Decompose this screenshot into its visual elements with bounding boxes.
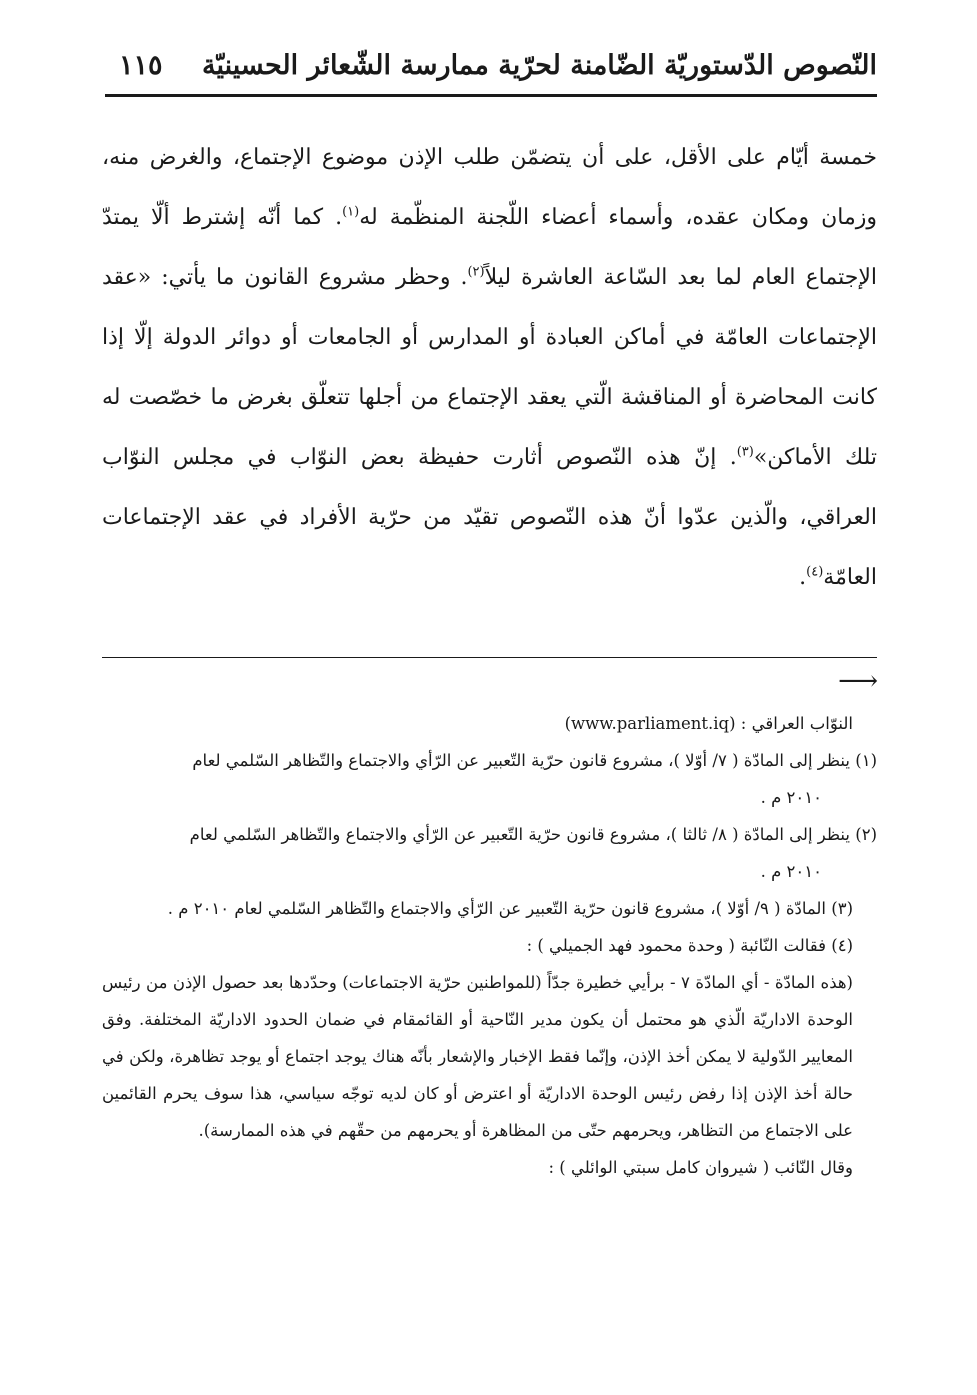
footnotes-section (102, 705, 877, 1186)
main-text (102, 128, 877, 608)
body-paragraph (102, 128, 877, 608)
body-text-segment: . (799, 565, 807, 590)
page-header (105, 44, 877, 97)
footnote-3: (٣) المادّة ( ٩/ أوّلا )، مشروع قانون حرّية التّعبير عن الرّأي والاجتماع والتّظاهر السّلمي لعام ٢٠١٠ م . (167, 899, 853, 918)
footnote-ref-1[interactable]: (١) (342, 204, 360, 220)
body-text-segment: . وحظر مشروع القانون ما يأتي: «عقد الإجتماعات العامّة في أماكن العبادة أو المدارس أو الجامعات أو دوائر الدولة إلّا إذا كانت المحاضرة أو المناقشة الّتي يعقد الإجتماع من أجلها تتعلّق بغرض ما خصّصت له تلك الأماكن» (102, 265, 877, 470)
footnote-2-cont: ٢٠١٠ م . (760, 862, 822, 881)
footnote-4-quote: (هذه المادّة - أي المادّة ٧ - برأيي خطيرة جدّاً (للمواطنين حرّية الاجتماعات) وحدّدها بعد حصول الإذن من رئيس الوحدة الاداريّة الّذي هو محتمل أن يكون مدير النّاحية أو القائمقام في ضمان الحدود الاداريّة المختلفة. وفق المعايير الدّولية لا يمكن أخذ الإذن، وإنّما فقط الإخبار والإشعار بأنّه هناك يوجد اجتماع أو يوجد تظاهرة، ولكن في حالة أخذ الإذن إذا رفض رئيس الوحدة الاداريّة أو اعترض أو كان لديه توجّه سياسي، هذا سوف يحرم القائمين على الاجتماع من التظاهر، ويحرمهم حتّى من المظاهرة أو يحرمهم من حقّهم في هذه الممارسة). (102, 973, 853, 1140)
footnote-1-main: (١) ينظر إلى المادّة ( ٧/ أوّلا )، مشروع قانون حرّية التّعبير عن الرّأي والاجتماع والتّظاهر السّلمي لعام (192, 751, 877, 770)
footnote-1-cont: ٢٠١٠ م . (760, 788, 822, 807)
body-text-segment: . إنّ هذه النّصوص أثارت حفيظة بعض النوّاب في مجلس النوّاب العراقي، والّذين عدّوا أنّ هذه النّصوص تقيّد من حرّية الأفراد في عقد الإجتماعات العامّة (102, 445, 877, 590)
footnote-1 (102, 742, 877, 816)
footnote-2 (102, 816, 877, 890)
footnote-2-main: (٢) ينظر إلى المادّة ( ٨/ ثالثا )، مشروع قانون حرّية التّعبير عن الرّأي والاجتماع والتّظاهر السّلمي لعام (189, 825, 877, 844)
footnote-continuation: النوّاب العراقي : (www.parliament.iq) (564, 714, 853, 733)
footnote-4-next: وقال النّائب ( شيروان كامل سبتي الوائلي ) : (548, 1158, 853, 1177)
running-title: النّصوص الدّستوريّة الضّامنة لحرّية ممارسة الشّعائر الحسينيّة (202, 50, 877, 81)
body-text-segment: خمسة أيّام على الأقل، على أن يتضمّن طلب الإذن موضوع الإجتماع، والغرض منه، وزمان ومكان عقده، وأسماء أعضاء اللّجنة المنظّمة له (102, 145, 877, 230)
page-number: ١١٥ (119, 50, 163, 81)
body-text-segment: . كما أنّه إشترط ألّا يمتدّ الإجتماع العام لما بعد السّاعة العاشرة ليلاً (102, 205, 877, 290)
footnote-ref-2[interactable]: (٢) (467, 264, 485, 280)
footnote-4-intro: (٤) فقالت النّائبة ( وحدة محمود فهد الجميلي ) : (526, 936, 853, 955)
continuation-arrow-icon: ⟶ (838, 664, 879, 697)
footnote-separator (102, 657, 877, 658)
footnote-ref-3[interactable]: (٣) (736, 444, 754, 460)
footnote-ref-4[interactable]: (٤) (806, 564, 824, 580)
